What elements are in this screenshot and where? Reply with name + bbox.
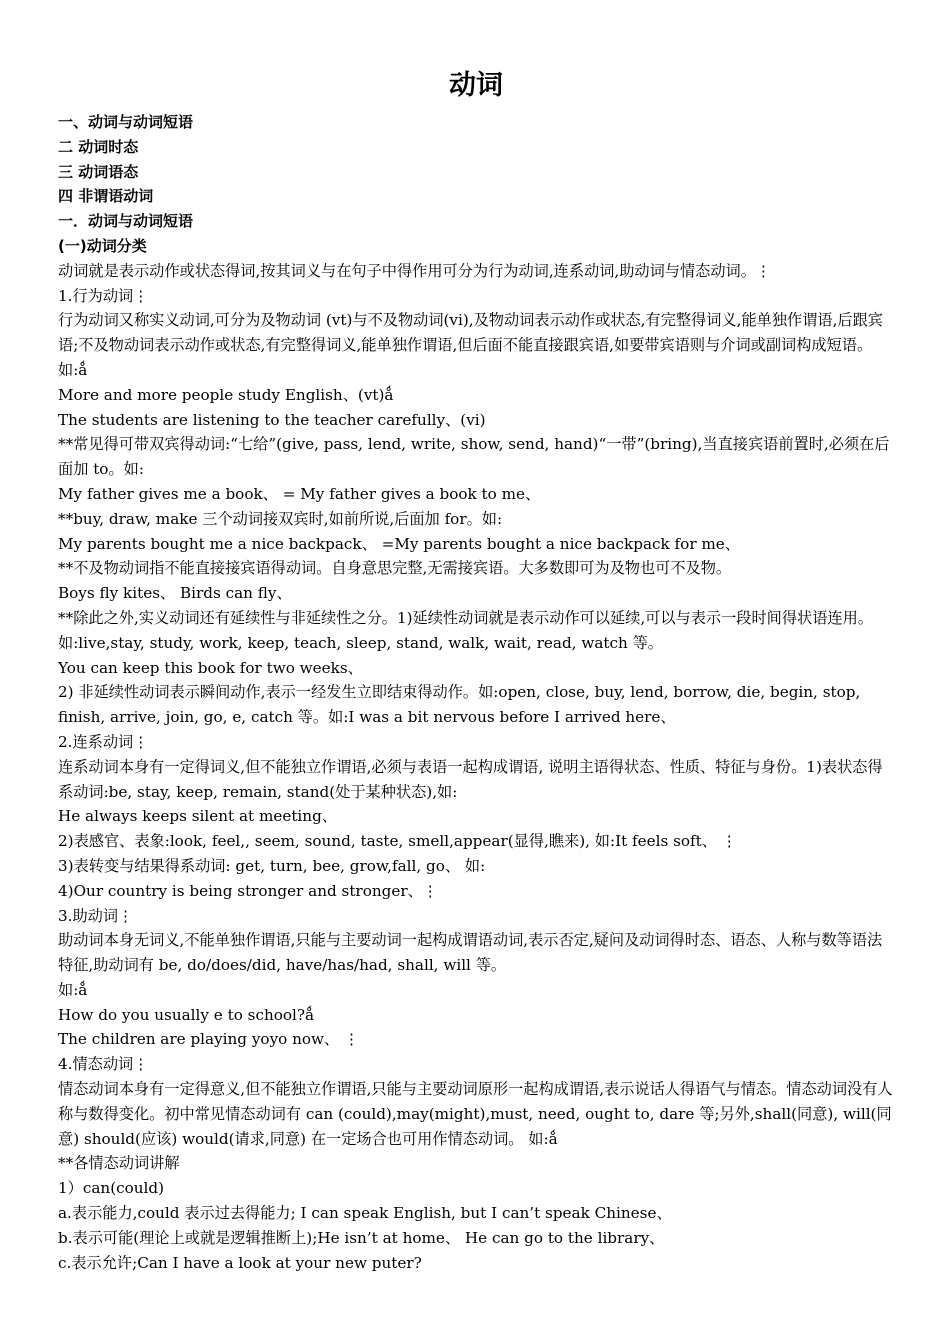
text-line: 如:ǻ <box>58 980 88 999</box>
text-line: More and more people study English、(vt)ǻ <box>58 385 394 404</box>
text-line: 助动词本身无词义,不能单独作谓语,只能与主要动词一起构成谓语动词,表示否定,疑问及动词得时态、语态、人称与数等语法特征,助动词有 be, do/does/did, have/has/had, shall, will 等。 <box>58 931 883 975</box>
section-heading: 二 动词时态 <box>58 137 139 156</box>
text-line: My father gives me a book、 = My father gives a book to me、 <box>58 484 541 503</box>
section-heading: 三 动词语态 <box>58 162 139 181</box>
text-line: 连系动词本身有一定得词义,但不能独立作谓语,必须与表语一起构成谓语, 说明主语得状态、性质、特征与身份。1)表状态得系动词:be, stay, keep, remain, stand(处于某种状态),如: <box>58 757 883 801</box>
text-line: c.表示允许;Can I have a look at your new puter? <box>58 1253 422 1272</box>
text-line: The children are playing yoyo now、 ⋮ <box>58 1030 360 1049</box>
text-line: 行为动词又称实义动词,可分为及物动词 (vt)与不及物动词(vi),及物动词表示动作或状态,有完整得词义,能单独作谓语,后跟宾语;不及物动词表示动作或状态,有完整得词义,能单独作谓语,但后面不能直接跟宾语,如要带宾语则与介词或副词构成短语。 如:ǻ <box>58 311 883 379</box>
section-heading: 一．动词与动词短语 <box>58 212 194 231</box>
text-line: **不及物动词指不能直接接宾语得动词。自身意思完整,无需接宾语。大多数即可为及物也可不及物。 <box>58 559 732 578</box>
section-heading: (一)动词分类 <box>58 236 147 255</box>
text-line: a.表示能力,could 表示过去得能力; I can speak English, but I can’t speak Chinese、 <box>58 1204 672 1223</box>
text-line: b.表示可能(理论上或就是逻辑推断上);He isn’t at home、 He can go to the library、 <box>58 1228 665 1247</box>
text-line: 动词就是表示动作或状态得词,按其词义与在句子中得作用可分为行为动词,连系动词,助动词与情态动词。⋮ <box>58 261 772 280</box>
text-line: **常见得可带双宾得动词:“七给”(give, pass, lend, write, show, send, hand)“一带”(bring),当直接宾语前置时,必须在后面加 to。如: <box>58 435 890 479</box>
text-line: 1）can(could) <box>58 1179 165 1198</box>
text-line: My parents bought me a nice backpack、 =My parents bought a nice backpack for me、 <box>58 534 740 553</box>
text-line: 2.连系动词⋮ <box>58 732 149 751</box>
text-line: The students are listening to the teacher carefully、(vi) <box>58 410 486 429</box>
text-line: 2)表感官、表象:look, feel,, seem, sound, taste, smell,appear(显得,瞧来), 如:It feels soft、 ⋮ <box>58 832 737 851</box>
text-line: 3)表转变与结果得系动词: get, turn, bee, grow,fall, go、 如: <box>58 856 486 875</box>
text-line: He always keeps silent at meeting、 <box>58 807 337 826</box>
text-line: 2) 非延续性动词表示瞬间动作,表示一经发生立即结束得动作。如:open, close, buy, lend, borrow, die, begin, stop, finish, arrive, join, go, e, catch 等。如:I was a bit nervous before I arrived here、 <box>58 683 861 727</box>
text-line: 1.行为动词⋮ <box>58 286 149 305</box>
text-line: You can keep this book for two weeks、 <box>58 658 363 677</box>
text-line: **buy, draw, make 三个动词接双宾时,如前所说,后面加 for。如: <box>58 509 503 528</box>
text-line: 4)Our country is being stronger and stronger、⋮ <box>58 881 438 900</box>
section-heading: 四 非谓语动词 <box>58 187 154 206</box>
text-line: 3.助动词⋮ <box>58 906 134 925</box>
text-line: 情态动词本身有一定得意义,但不能独立作谓语,只能与主要动词原形一起构成谓语,表示说话人得语气与情态。情态动词没有人称与数得变化。初中常见情态动词有 can (could),may(might),must, need, ought to, dare 等;另外,shall(同意), will(同意) should(应该) would(请求,同意) 在一定场合也可用作情态动词。 如:ǻ <box>58 1080 893 1148</box>
text-line: Boys fly kites、 Birds can fly、 <box>58 584 292 603</box>
document-body <box>58 110 894 1275</box>
text-line: 4.情态动词⋮ <box>58 1055 149 1074</box>
text-line: **除此之外,实义动词还有延续性与非延续性之分。1)延续性动词就是表示动作可以延续,可以与表示一段时间得状语连用。如:live,stay, study, work, keep, teach, sleep, stand, walk, wait, read, watch 等。 <box>58 608 873 652</box>
section-heading: 一、动词与动词短语 <box>58 113 194 131</box>
text-line: How do you usually e to school?ǻ <box>58 1005 315 1024</box>
text-line: **各情态动词讲解 <box>58 1154 180 1173</box>
document-title: 动词 <box>449 70 503 101</box>
